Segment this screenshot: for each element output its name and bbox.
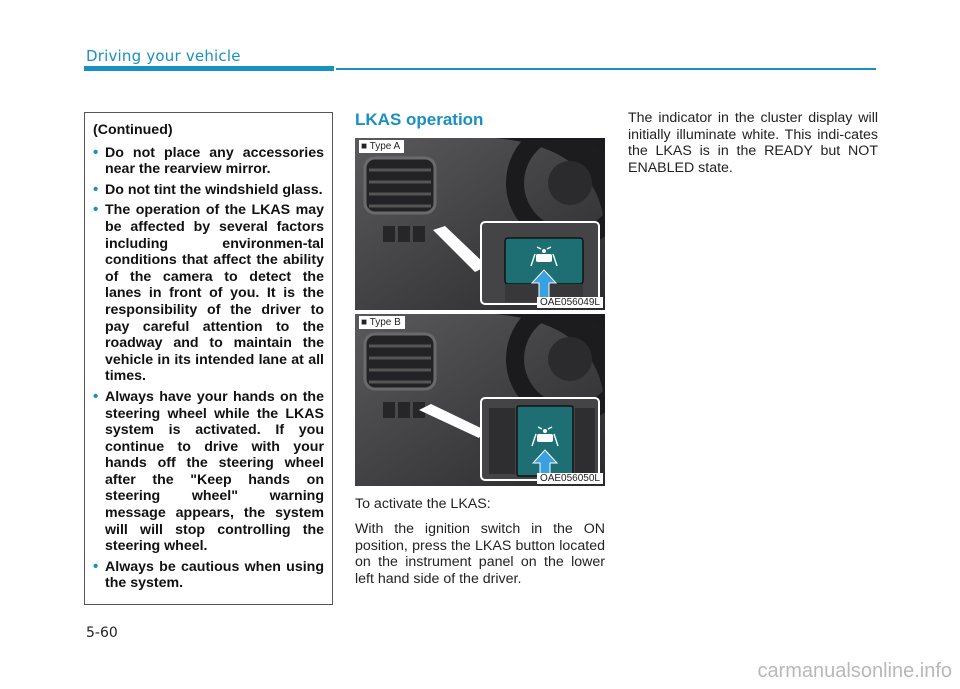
air-vent-a xyxy=(365,158,435,213)
warning-list xyxy=(93,145,324,592)
header-rule-thick xyxy=(84,66,334,71)
page-number: 5-60 xyxy=(86,625,118,641)
figure-label: ■ Type A xyxy=(359,140,404,153)
dashboard-illustration-a xyxy=(355,138,605,310)
warning-box xyxy=(84,112,333,605)
warning-item: • Always have your hands on the steering wheel while the LKAS system is activated. If you continue to drive with your hands off the steering wheel after the "Keep hands on steering wheel" warning message appears, the system will will stop controlling the steering wheel. xyxy=(93,389,324,555)
figure-code: OAE056049L xyxy=(537,297,603,308)
header-rule-thin xyxy=(336,68,876,70)
indicator-description: The indicator in the cluster display will initially illuminate white. This indi-cates the LKAS is in the READY but NOT ENABLED state. xyxy=(628,110,878,176)
button-row-b xyxy=(383,402,425,418)
activation-instruction: With the ignition switch in the ON position, press the LKAS button located on the instrument panel on the lower left hand side of the driver. xyxy=(355,521,605,587)
warning-item: • Always be cautious when using the system. xyxy=(93,559,324,592)
figure-type-b xyxy=(355,314,605,486)
figure-label: ■ Type B xyxy=(359,316,405,329)
activate-heading-text: To activate the LKAS: xyxy=(355,496,491,512)
warning-item: • The operation of the LKAS may be affected by several factors including environmen-tal conditions that affect the ability of the camera to detect the lanes in front of you. It is the responsibility of the driver to pay careful attention to the roadway and to maintain the vehicle in its intended lane at all times. xyxy=(93,202,324,385)
warning-item: • Do not tint the windshield glass. xyxy=(93,182,324,199)
dashboard-illustration-b xyxy=(355,314,605,486)
watermark: carmanualsonline.info xyxy=(757,660,952,682)
air-vent-b xyxy=(365,334,435,389)
button-row-a xyxy=(383,226,425,242)
warning-continued: (Continued) xyxy=(93,122,173,138)
figure-type-a xyxy=(355,138,605,310)
figure-code: OAE056050L xyxy=(537,473,603,484)
section-title: LKAS operation xyxy=(355,110,484,129)
header-title: Driving your vehicle xyxy=(86,47,241,65)
warning-item: • Do not place any accessories near the rearview mirror. xyxy=(93,145,324,178)
